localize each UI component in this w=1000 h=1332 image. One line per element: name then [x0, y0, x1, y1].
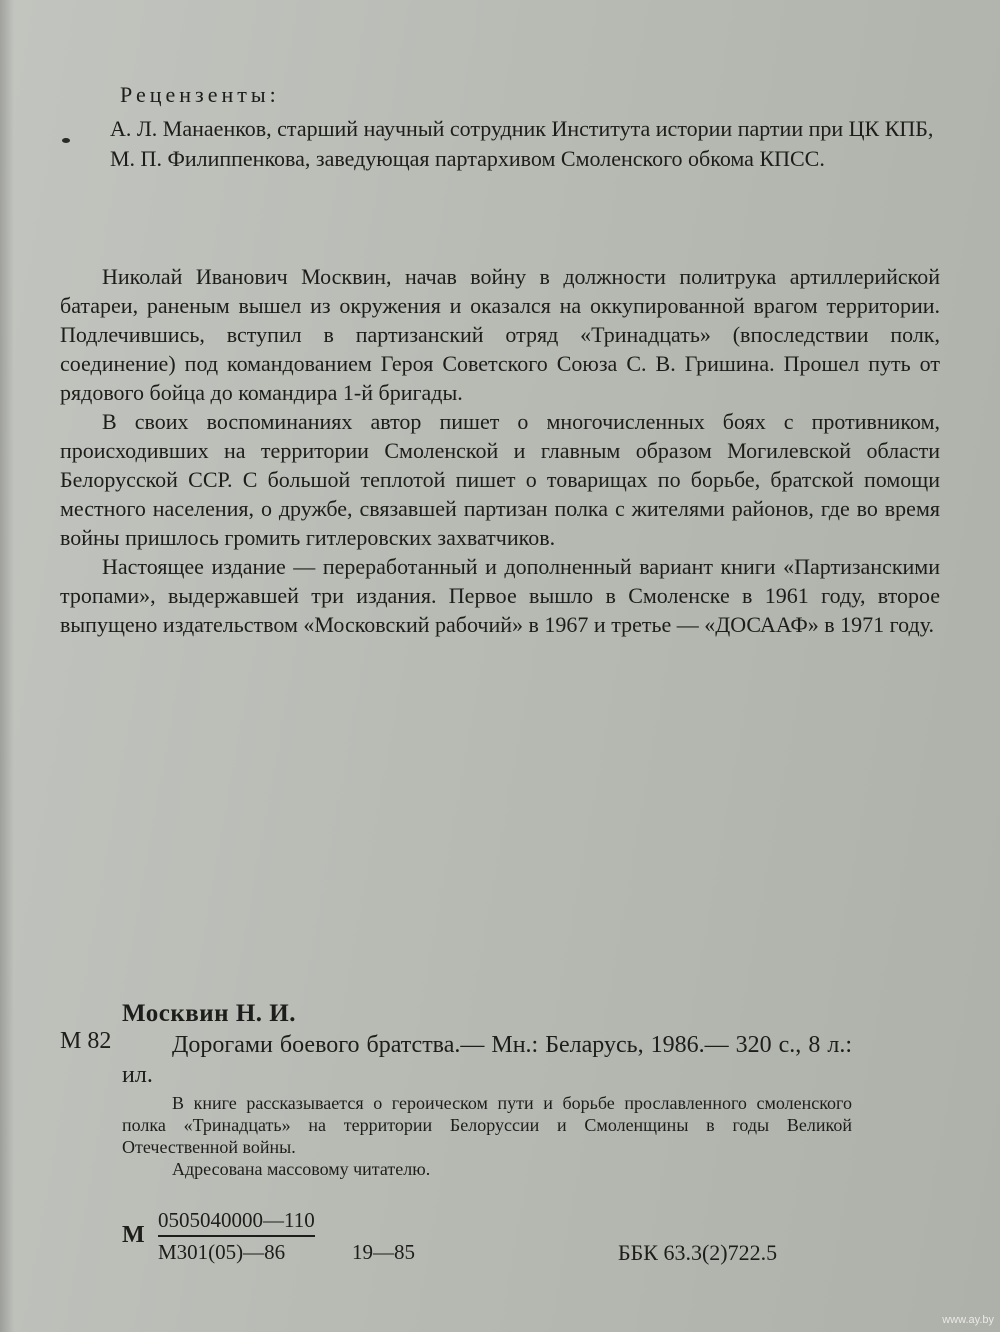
site-watermark: www.ay.by	[942, 1314, 994, 1326]
reviewers-heading: Рецензенты:	[120, 82, 280, 107]
reviewer-entry: А. Л. Манаенков, старший научный сотрудник Института истории партии при ЦК КПБ,	[110, 116, 934, 141]
catalog-author: Москвин Н. И.	[122, 1000, 296, 1027]
catalog-bibliographic-record: Дорогами боевого братства.— Мн.: Беларусь, 1986.— 320 с., 8 л.: ил.	[122, 1032, 852, 1088]
catalog-summary-paragraph: В книге рассказывается о героическом пути и борьбе прославленного смоленского полка «Тринадцать» на территории Белоруссии и Смоленщины в годы Великой Отечественной войны.	[122, 1093, 852, 1157]
index-date: 19—85	[352, 1240, 415, 1264]
reviewers-block	[60, 80, 940, 174]
catalog-summary-paragraph: Адресована массовому читателю.	[172, 1159, 431, 1179]
catalog-index	[60, 1208, 900, 1288]
index-numerator: 0505040000—110	[158, 1208, 315, 1237]
annotation-block	[60, 262, 940, 639]
page-edge-shadow	[0, 0, 14, 1332]
catalog-summary	[122, 1092, 852, 1180]
ink-dot	[62, 138, 70, 143]
catalog-author-code: М 82	[60, 1028, 112, 1054]
annotation-paragraph: Настоящее издание — переработанный и дополненный вариант книги «Партизанскими тропами», выдержавшей три издания. Первое вышло в Смоленске в 1961 году, второе выпущено издательством «Московский рабочий» в 1967 и третье — «ДОСААФ» в 1971 году.	[60, 554, 940, 637]
annotation-paragraph: В своих воспоминаниях автор пишет о многочисленных боях с противником, происходивших на территории Смоленской и главным образом Могилевской области Белорусской ССР. С большой теплотой пишет о товарищах по борьбе, братской помощи местного населения, о дружбе, связавшей партизан полка с жителями районов, где во время войны пришлось громить гитлеровских захватчиков.	[60, 409, 940, 550]
bbk-code: ББК 63.3(2)722.5	[618, 1240, 778, 1265]
reviewer-entry: М. П. Филиппенкова, заведующая партархивом Смоленского обкома КПСС.	[110, 146, 825, 171]
index-letter: М	[122, 1222, 145, 1248]
index-denominator: М301(05)—86	[158, 1240, 286, 1264]
annotation-paragraph: Николай Иванович Москвин, начав войну в должности политрука артиллерийской батареи, раненым вышел из окружения и оказался на оккупированной врагом территории. Подлечившись, вступил в партизанский отряд «Тринадцать» (впоследствии полк, соединение) под командованием Героя Советского Союза С. В. Гришина. Прошел путь от рядового бойца до командира 1-й бригады.	[60, 264, 940, 405]
